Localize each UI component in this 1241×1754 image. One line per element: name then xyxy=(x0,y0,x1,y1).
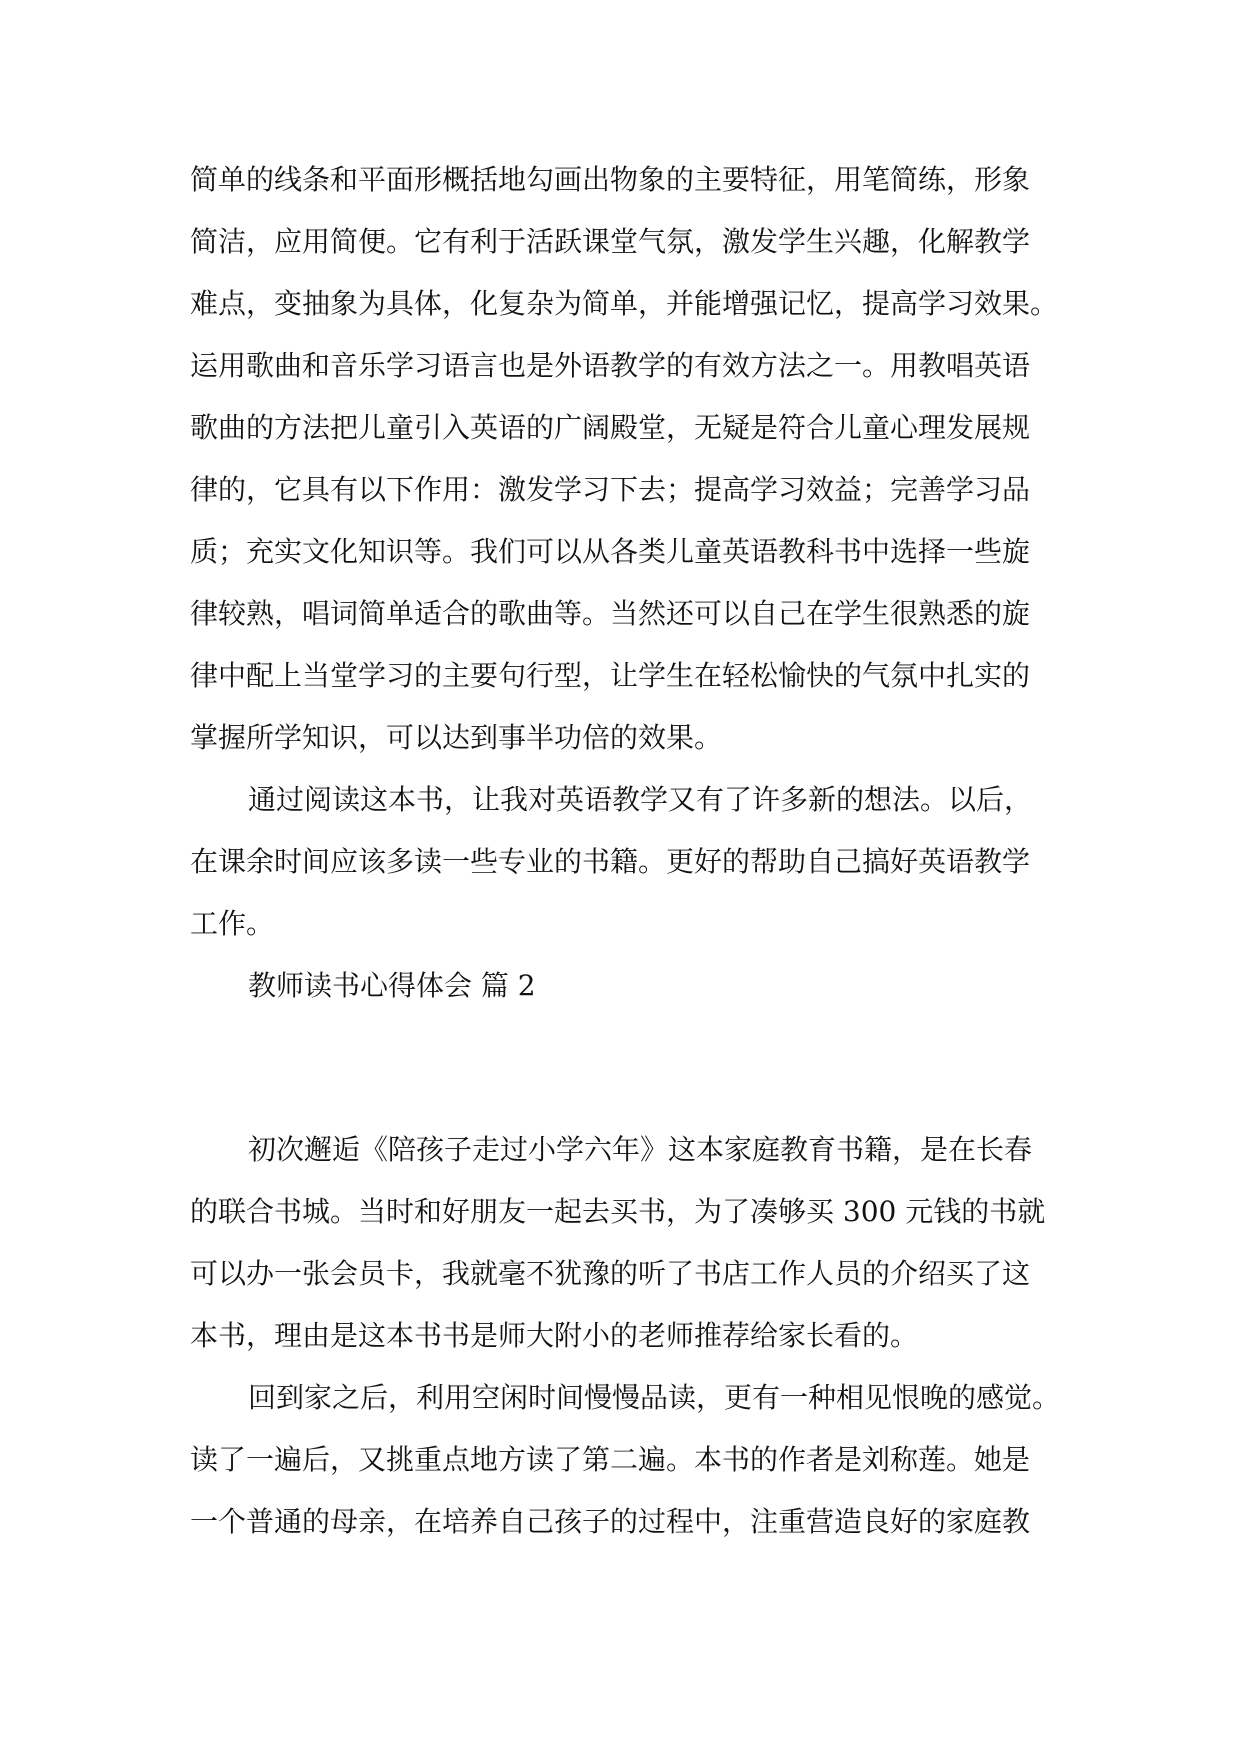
text-line: 在课余时间应该多读一些专业的书籍。更好的帮助自己搞好英语教学 xyxy=(190,845,1031,878)
section-heading: 教师读书心得体会 篇 2 xyxy=(248,969,536,1002)
paragraph-first-line: 回到家之后，利用空闲时间慢慢品读，更有一种相见恨晚的感觉。 xyxy=(248,1381,1060,1414)
text-line: 的联合书城。当时和好朋友一起去买书，为了凑够买 300 元钱的书就 xyxy=(190,1195,1046,1228)
text-line: 律的，它具有以下作用：激发学习下去；提高学习效益；完善学习品 xyxy=(190,473,1031,506)
text-line: 一个普通的母亲，在培养自己孩子的过程中，注重营造良好的家庭教 xyxy=(190,1505,1031,1538)
paragraph-first-line: 通过阅读这本书，让我对英语教学又有了许多新的想法。以后， xyxy=(248,783,1033,816)
text-line: 本书，理由是这本书书是师大附小的老师推荐给家长看的。 xyxy=(190,1319,919,1352)
text-line: 掌握所学知识，可以达到事半功倍的效果。 xyxy=(190,721,723,754)
text-line: 运用歌曲和音乐学习语言也是外语教学的有效方法之一。用教唱英语 xyxy=(190,349,1031,382)
text-line: 工作。 xyxy=(190,907,275,940)
text-line: 质；充实文化知识等。我们可以从各类儿童英语教科书中选择一些旋 xyxy=(190,535,1031,568)
text-line: 简单的线条和平面形概括地勾画出物象的主要特征，用笔简练，形象 xyxy=(190,163,1031,196)
text-line: 律中配上当堂学习的主要句行型，让学生在轻松愉快的气氛中扎实的 xyxy=(190,659,1031,692)
text-line: 读了一遍后，又挑重点地方读了第二遍。本书的作者是刘称莲。她是 xyxy=(190,1443,1031,1476)
text-line: 律较熟，唱词简单适合的歌曲等。当然还可以自己在学生很熟悉的旋 xyxy=(190,597,1031,630)
paragraph-first-line: 初次邂逅《陪孩子走过小学六年》这本家庭教育书籍，是在长春 xyxy=(248,1133,1033,1166)
text-line: 简洁，应用简便。它有利于活跃课堂气氛，激发学生兴趣，化解教学 xyxy=(190,225,1031,258)
text-line: 难点，变抽象为具体，化复杂为简单，并能增强记忆，提高学习效果。 xyxy=(190,287,1059,320)
text-line: 歌曲的方法把儿童引入英语的广阔殿堂，无疑是符合儿童心理发展规 xyxy=(190,411,1031,444)
text-line: 可以办一张会员卡，我就毫不犹豫的听了书店工作人员的介绍买了这 xyxy=(190,1257,1031,1290)
